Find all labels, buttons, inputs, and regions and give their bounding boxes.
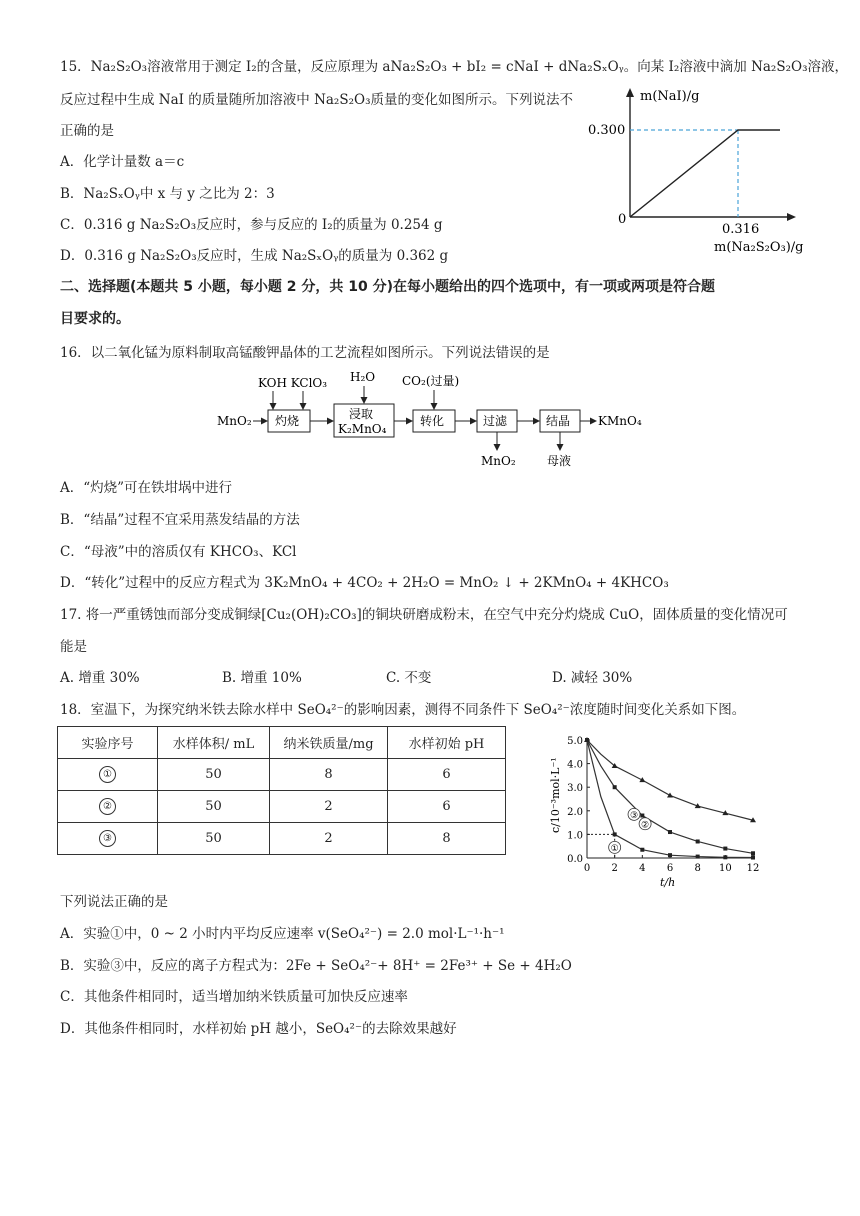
table-cell: 2 [270, 823, 388, 855]
y-tick-label: 2.0 [567, 806, 583, 818]
q18-option-a: A．实验①中，0 ~ 2 小时内平均反应速率 v(SeO₄²⁻) = 2.0 mol·L⁻¹·h⁻¹ [60, 926, 505, 942]
q15-y-arrow [626, 88, 634, 97]
data-point [613, 832, 617, 836]
q18-stem: 18．室温下，为探究纳米铁去除水样中 SeO₄²⁻的影响因素，测得不同条件下 SeO₄²⁻浓度随时间变化关系如下图。 [60, 702, 746, 718]
q18-col-header: 实验序号 [58, 727, 158, 759]
q18-chart [545, 728, 775, 898]
table-row [58, 791, 506, 823]
q15-x-arrow [787, 213, 796, 221]
series-line-3 [587, 740, 753, 820]
x-tick-label: 2 [611, 863, 618, 874]
data-point [696, 855, 700, 859]
data-point [751, 856, 755, 860]
q18-col-header: 纳米铁质量/mg [270, 727, 388, 759]
series-label: ③ [629, 810, 639, 821]
q18-table [57, 726, 506, 855]
q17-option-b: B. 增重 10% [222, 670, 302, 686]
q16-option-a: A．“灼烧”可在铁坩埚中进行 [60, 480, 233, 496]
flow-input-koh-kclo3: KOH KClO₃ [258, 376, 328, 390]
data-point [723, 855, 727, 859]
q18-option-d: D．其他条件相同时，水样初始 pH 越小，SeO₄²⁻的去除效果越好 [60, 1021, 457, 1037]
table-cell [58, 759, 158, 791]
experiment-number: ③ [99, 830, 116, 847]
q17-option-a: A. 增重 30% [60, 670, 140, 686]
table-cell [58, 823, 158, 855]
q15-stem-line2: 反应过程中生成 NaI 的质量随所加溶液中 Na₂S₂O₃质量的变化如图所示。下列说法不 [60, 92, 573, 108]
flow-start: MnO₂ [217, 414, 252, 428]
q15-xtick-label: 0.316 [722, 222, 760, 237]
section2-heading-line2: 目要求的。 [60, 311, 130, 327]
x-tick-label: 10 [718, 863, 732, 874]
q15-series-line [630, 130, 780, 217]
q15-xlabel: m(Na₂S₂O₃)/g [714, 240, 804, 255]
q16-option-d: D．“转化”过程中的反应方程式为 3K₂MnO₄ + 4CO₂ + 2H₂O = MnO₂ ↓ + 2KMnO₄ + 4KHCO₃ [60, 575, 669, 591]
q18-col-header: 水样体积/ mL [158, 727, 270, 759]
experiment-number: ② [99, 798, 116, 815]
flow-output-mother-liquor: 母液 [547, 454, 572, 468]
y-tick-label: 0.0 [567, 854, 583, 865]
q15-ytick-label: 0.300 [588, 123, 626, 138]
q15-option-b: B．Na₂SₓOᵧ中 x 与 y 之比为 2：3 [60, 186, 275, 202]
series-label: ② [641, 820, 650, 831]
q15-option-c: C．0.316 g Na₂S₂O₃反应时，参与反应的 I₂的质量为 0.254 g [60, 217, 443, 233]
data-point [751, 851, 755, 855]
q15-stem-line1: 15．Na₂S₂O₃溶液常用于测定 I₂的含量，反应原理为 aNa₂S₂O₃ + bI₂ = cNaI + dNa₂SₓOᵧ。向某 I₂溶液中滴加 Na₂S₂O₃溶液， [60, 59, 848, 75]
flow-box-burn-label: 灼烧 [275, 414, 300, 428]
q16-option-c: C．“母液”中的溶质仅有 KHCO₃、KCl [60, 544, 297, 560]
table-cell: 50 [158, 823, 270, 855]
q18-col-header: 水样初始 pH [388, 727, 506, 759]
q16-flow-diagram [205, 368, 665, 470]
table-cell: 2 [270, 791, 388, 823]
y-tick-label: 3.0 [567, 783, 583, 795]
q18-option-c: C．其他条件相同时，适当增加纳米铁质量可加快反应速率 [60, 989, 408, 1005]
q18-table-header-row [58, 727, 506, 759]
y-tick-label: 5.0 [567, 736, 583, 747]
flow-output-mno2: MnO₂ [481, 454, 516, 468]
q18-option-b: B．实验③中，反应的离子方程式为：2Fe + SeO₄²⁻+ 8H⁺ = 2Fe³⁺ + Se + 4H₂O [60, 958, 572, 974]
q15-chart [580, 80, 820, 270]
table-cell: 8 [270, 759, 388, 791]
table-cell [58, 791, 158, 823]
data-point [723, 847, 727, 851]
table-cell: 50 [158, 759, 270, 791]
data-point [640, 848, 644, 852]
flow-box-leach-label1: 浸取 [349, 407, 374, 421]
q17-option-d: D. 减轻 30% [552, 670, 633, 686]
table-row [58, 759, 506, 791]
x-tick-label: 12 [746, 863, 760, 874]
q18-prompt: 下列说法正确的是 [60, 894, 168, 910]
x-tick-label: 8 [694, 863, 701, 874]
series-label: ① [610, 843, 619, 854]
data-point [668, 830, 672, 834]
q15-stem-line3: 正确的是 [60, 123, 114, 139]
q16-option-b: B．“结晶”过程不宜采用蒸发结晶的方法 [60, 512, 300, 528]
q17-stem-line2: 能是 [60, 639, 87, 655]
section2-heading-line1: 二、选择题(本题共 5 小题，每小题 2 分，共 10 分)在每小题给出的四个选项中，有一项或两项是符合题 [60, 279, 716, 295]
flow-box-crystallize-label: 结晶 [546, 414, 571, 428]
q17-stem-line1: 17. 将一严重锈蚀而部分变成铜绿[Cu₂(OH)₂CO₃]的铜块研磨成粉末，在空气中充分灼烧成 CuO，固体质量的变化情况可 [60, 607, 788, 623]
table-row [58, 823, 506, 855]
data-point [613, 785, 617, 789]
x-tick-label: 6 [666, 863, 674, 874]
flow-input-h2o: H₂O [350, 370, 376, 384]
q18-ylabel: c/10⁻³mol·L⁻¹ [549, 757, 562, 833]
data-point [696, 839, 700, 843]
table-cell: 6 [388, 759, 506, 791]
table-cell: 6 [388, 791, 506, 823]
q17-option-c: C. 不变 [386, 670, 432, 686]
x-tick-label: 0 [583, 863, 591, 874]
table-cell: 50 [158, 791, 270, 823]
q15-option-a: A．化学计量数 a＝c [60, 154, 185, 170]
x-tick-label: 4 [639, 863, 646, 874]
flow-input-co2: CO₂(过量) [402, 374, 460, 388]
flow-box-convert-label: 转化 [420, 414, 445, 428]
q15-ylabel: m(NaI)/g [640, 89, 700, 104]
y-tick-label: 4.0 [567, 759, 583, 771]
flow-end: KMnO₄ [598, 414, 642, 428]
flow-box-filter-label: 过滤 [483, 414, 508, 428]
q15-option-d: D．0.316 g Na₂S₂O₃反应时，生成 Na₂SₓOᵧ的质量为 0.362 g [60, 248, 449, 264]
table-cell: 8 [388, 823, 506, 855]
series-line-1 [587, 740, 753, 858]
data-point [668, 853, 672, 857]
q15-origin-label: 0 [618, 212, 627, 227]
experiment-number: ① [99, 766, 116, 783]
q18-xlabel: t/h [660, 876, 676, 889]
data-point [640, 814, 644, 818]
y-tick-label: 1.0 [567, 830, 583, 842]
q16-stem: 16．以二氧化锰为原料制取高锰酸钾晶体的工艺流程如图所示。下列说法错误的是 [60, 345, 550, 361]
flow-box-leach-label2: K₂MnO₄ [338, 422, 387, 436]
